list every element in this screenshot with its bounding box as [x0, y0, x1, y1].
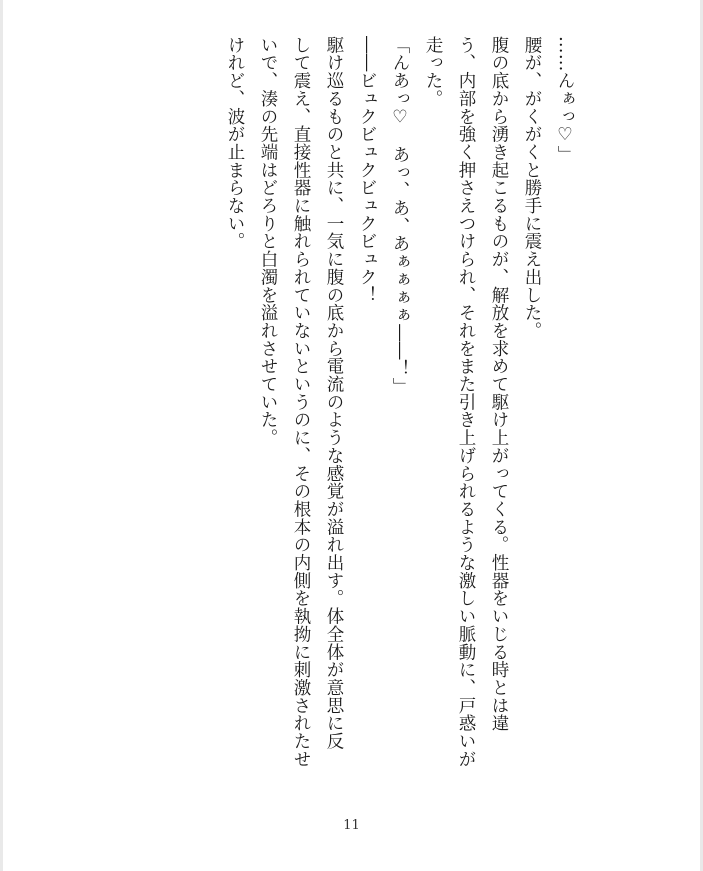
text-line: 「んあっ♡ あっ、あ、あぁぁぁぁ――！」 [390, 36, 410, 396]
text-line: けれど、波が止まらない。 [225, 36, 245, 251]
vertical-text-body [218, 36, 581, 781]
text-line: う、内部を強く押さえつけられ、それをまた引き上げられるような激しい脈動に、戸惑いが [456, 36, 476, 768]
text-line: ――ビュクビュクビュクビュク！ [357, 36, 377, 304]
text-line: いで、湊の先端はどろりと白濁を溢れさせていた。 [258, 36, 278, 447]
text-line: 腹の底から湧き起こるものが、解放を求めて駆け上がってくる。性器をいじる時とは違 [489, 36, 509, 733]
text-line: 走った。 [423, 36, 443, 108]
page-left-edge [0, 0, 3, 871]
text-line: ……んぁっ♡」 [555, 36, 575, 164]
text-line: 腰が、がくがくと勝手に震え出した。 [522, 36, 542, 340]
page-number: 11 [343, 818, 360, 833]
text-line: して震え、直接性器に触れられていないというのに、その根本の内側を執拗に刺激されたせ [291, 36, 311, 768]
text-line: 駆け巡るものと共に、一気に腹の底から電流のような感覚が溢れ出す。体全体が意思に反 [324, 36, 344, 750]
